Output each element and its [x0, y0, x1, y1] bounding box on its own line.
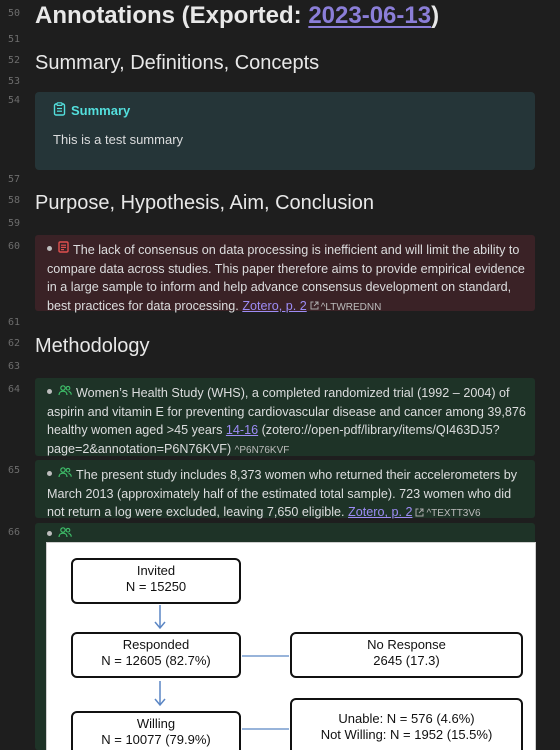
flow-node-unable: Unable: N = 576 (4.6%) — [338, 711, 475, 726]
callout-title-text: Summary — [71, 103, 131, 118]
flow-node-value: 2645 (17.3) — [373, 653, 440, 668]
flow-node-label: No Response — [367, 637, 446, 652]
block-reference: ^TEXTT3V6 — [426, 508, 481, 520]
heading-summary: Summary, Definitions, Concepts — [35, 52, 320, 74]
flowchart-image[interactable] — [46, 542, 536, 750]
flow-node-invited — [71, 558, 241, 604]
flow-node-label: Willing — [136, 716, 176, 731]
heading-methodology: Methodology — [35, 335, 150, 357]
line-number: 62 — [7, 338, 20, 349]
annotation-block-purpose[interactable] — [35, 235, 535, 311]
zotero-link[interactable]: Zotero, p. 2 — [242, 298, 307, 313]
line-number: 65 — [7, 465, 20, 476]
line-number: 53 — [7, 76, 20, 87]
page-title-suffix: ) — [431, 2, 440, 29]
highlight-note-icon — [58, 240, 69, 259]
users-icon — [58, 465, 72, 484]
line-number: 64 — [7, 384, 20, 395]
line-number: 52 — [7, 55, 20, 66]
callout-title — [53, 102, 130, 119]
bullet — [47, 531, 52, 536]
line-number: 61 — [7, 317, 20, 328]
flow-node-label: Invited — [136, 563, 176, 578]
flow-node-exclusions — [290, 698, 523, 750]
bullet — [47, 471, 52, 476]
block-reference: ^LTWREDNN — [320, 301, 382, 313]
flow-node-no-response — [290, 632, 523, 678]
annotation-text: The present study includes 8,373 women who returned their accelerometers by March 2013 (approximately half of the estimated total sample). 723 women who did not return a log were excluded, leaving 7,650 eligible. — [47, 468, 518, 520]
bullet — [47, 246, 52, 251]
block-reference: ^P6N76KVF — [234, 444, 290, 456]
clipboard-icon — [53, 102, 66, 119]
line-number: 51 — [7, 34, 20, 45]
zotero-link[interactable]: Zotero, p. 2 — [348, 505, 413, 520]
line-number: 58 — [7, 195, 20, 206]
line-number: 66 — [7, 527, 20, 538]
page-range-link[interactable]: 14-16 — [225, 423, 259, 438]
annotation-text: Women’s Health Study (WHS), a completed randomized trial (1992 – 2004) of aspirin and vitamin E for preventing cardiovascular disease and cancer among 39,876 healthy women aged >45 years — [47, 386, 526, 438]
flow-node-responded — [71, 632, 241, 678]
flow-node-willing — [71, 711, 241, 750]
users-icon — [58, 383, 72, 402]
bullet — [47, 389, 52, 394]
external-link-icon[interactable] — [310, 297, 319, 316]
page-title — [35, 2, 439, 30]
page-title-prefix: Annotations (Exported: — [35, 2, 309, 29]
annotation-block-whs[interactable] — [35, 378, 535, 456]
callout-body: This is a test summary — [53, 132, 184, 147]
external-link-icon[interactable] — [415, 504, 424, 523]
flow-node-value: N = 10077 (79.9%) — [101, 732, 211, 747]
heading-purpose: Purpose, Hypothesis, Aim, Conclusion — [35, 192, 375, 214]
line-number: 57 — [7, 174, 20, 185]
line-number: 60 — [7, 241, 20, 252]
export-date-link[interactable]: 2023-06-13 — [308, 2, 432, 29]
summary-callout[interactable] — [35, 92, 535, 170]
flow-node-label: Responded — [122, 637, 190, 652]
line-number: 59 — [7, 218, 20, 229]
annotation-text: The lack of consensus on data processing is inefficient and will limit the ability to compare data across studies. This paper therefore aims to provide empirical evidence in a large sample to inform and help advance consensus development on standard, best practices for data processing. — [47, 243, 525, 313]
zotero-url-text: (zotero://open-pdf/library/items/QI463DJ5?page=2&annotation=P6N76KVF) — [47, 423, 500, 456]
flow-node-value: N = 15250 — [125, 579, 187, 594]
line-number: 54 — [7, 95, 20, 106]
line-number: 50 — [7, 8, 20, 19]
flow-node-value: N = 12605 (82.7%) — [101, 653, 211, 668]
list-item — [47, 384, 529, 460]
flow-node-not-willing: Not Willing: N = 1952 (15.5%) — [320, 727, 493, 742]
list-item — [47, 241, 529, 317]
list-item — [47, 466, 529, 524]
annotation-block-study[interactable] — [35, 460, 535, 518]
line-number: 63 — [7, 361, 20, 372]
